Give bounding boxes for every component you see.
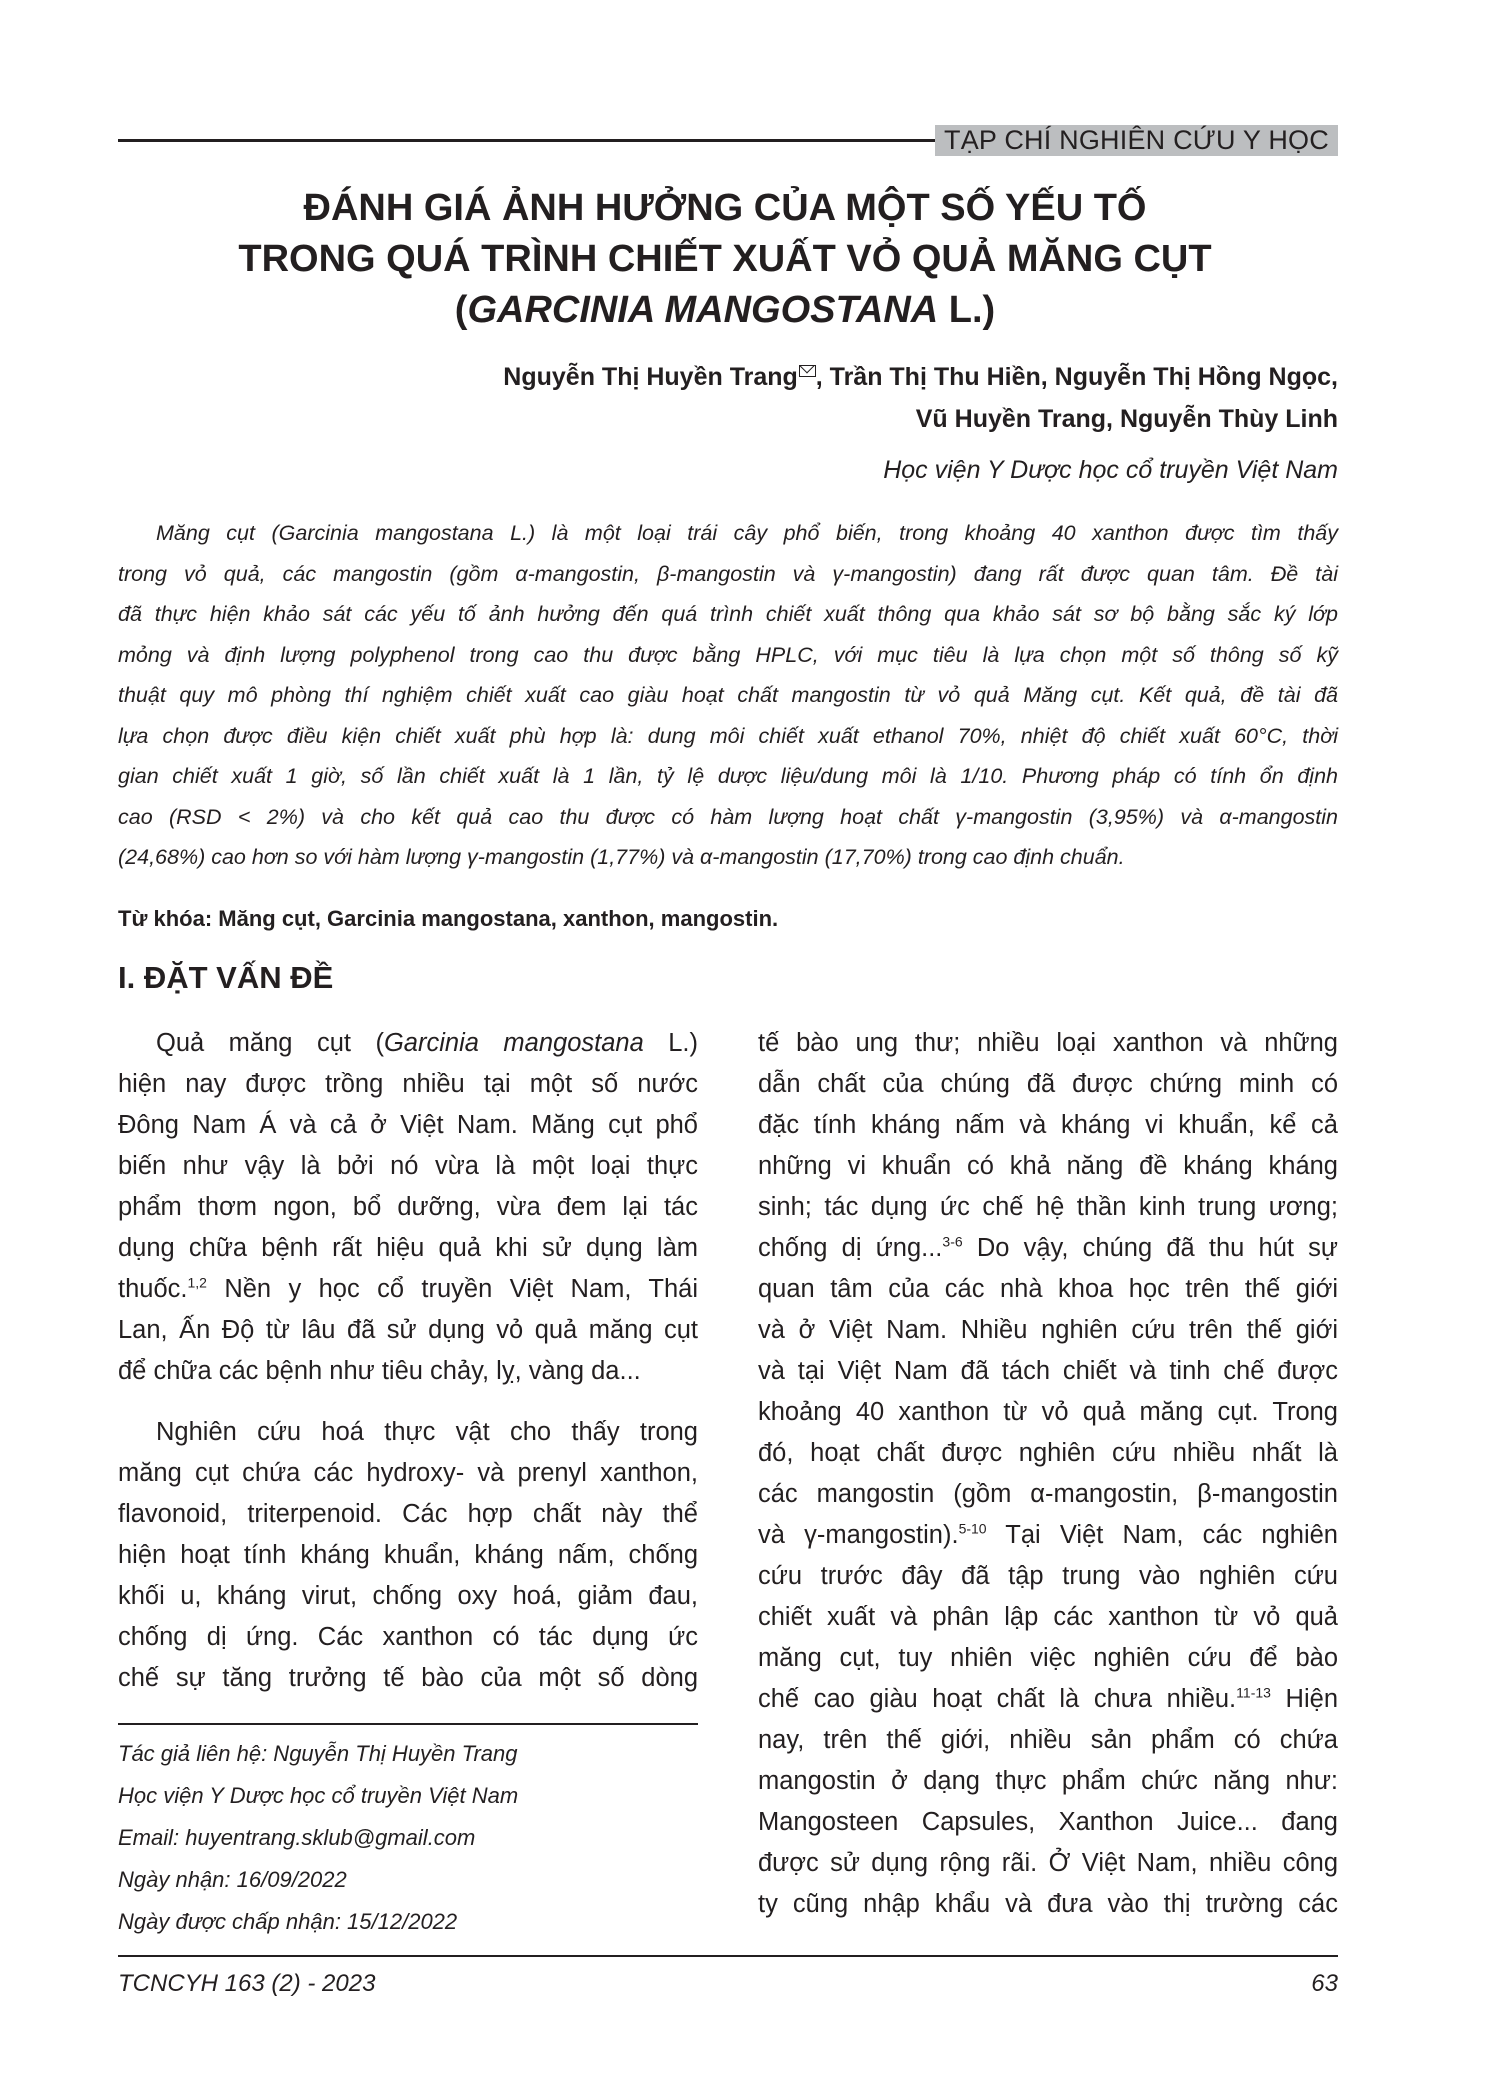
body-line: dẫn chất của chúng đã được chứng minh có (758, 1070, 1338, 1098)
body-line: phẩm thơm ngon, bổ dưỡng, vừa đem lại tác (118, 1193, 698, 1221)
citation: 3-6 (942, 1233, 963, 1250)
footnote (118, 1733, 518, 1943)
body-line: tế bào ung thư; nhiều loại xanthon và những (758, 1029, 1338, 1057)
body-line (758, 1679, 1338, 1720)
body-line: và tại Việt Nam đã tách chiết và tinh chế được (758, 1357, 1338, 1385)
body-line: các mangostin (gồm α-mangostin, β-mangostin (758, 1480, 1338, 1508)
title-paren-close: L.) (938, 289, 996, 331)
section-heading: I. ĐẶT VẤN ĐỀ (118, 960, 334, 995)
body-line: hiện nay được trồng nhiều tại một số nước (118, 1070, 698, 1098)
body-line: ty cũng nhập khẩu và đưa vào thị trường các (758, 1890, 1338, 1918)
footnote-line: Ngày nhận: 16/09/2022 (118, 1867, 347, 1892)
title-line-2: TRONG QUÁ TRÌNH CHIẾT XUẤT VỎ QUẢ MĂNG CỤT (238, 238, 1212, 280)
header-rule (118, 139, 935, 142)
footnote-email[interactable]: Email: huyentrang.sklub@gmail.com (118, 1825, 476, 1850)
body-line: và ở Việt Nam. Nhiều nghiên cứu trên thế giới (758, 1316, 1338, 1344)
body-line: đặc tính kháng nấm và kháng vi khuẩn, kể cả (758, 1111, 1338, 1139)
footer-rule (118, 1955, 1338, 1957)
body-line: dụng chữa bệnh rất hiệu quả khi sử dụng làm (118, 1234, 698, 1262)
text-run: thuốc. (118, 1275, 188, 1303)
text-run: L.) (643, 1029, 699, 1057)
citation: 11-13 (1236, 1684, 1271, 1701)
footnote-line: Ngày được chấp nhận: 15/12/2022 (118, 1909, 458, 1934)
title-species: GARCINIA MANGOSTANA (467, 289, 939, 331)
text-run: Hiện (1270, 1685, 1339, 1713)
corresponding-author: Nguyễn Thị Huyền Trang (503, 363, 798, 391)
abstract-line: gian chiết xuất 1 giờ, số lần chiết xuất là 1 lần, tỷ lệ dược liệu/dung môi là 1/10. Phương pháp có tính ổn định (118, 764, 1338, 788)
page-number: 63 (1311, 1970, 1338, 1997)
body-line: cứu trước đây đã tập trung vào nghiên cứu (758, 1562, 1338, 1590)
authors-line-1 (503, 356, 1338, 398)
species-name: Garcinia mangostana (383, 1029, 644, 1057)
abstract-line: đã thực hiện khảo sát các yếu tố ảnh hưởng đến quá trình chiết xuất thông qua khảo sát sơ bộ bằng sắc ký lớp (118, 602, 1338, 626)
body-line: những vi khuẩn có khả năng đề kháng kháng (758, 1152, 1338, 1180)
abstract-line: Măng cụt (Garcinia mangostana L.) là một loại trái cây phổ biến, trong khoảng 40 xanthon được tìm thấy (156, 521, 1338, 545)
body-line (118, 1269, 698, 1310)
body-line: măng cụt, tuy nhiên việc nghiên cứu để bào (758, 1644, 1338, 1672)
abstract-line: lựa chọn được điều kiện chiết xuất phù hợp là: dung môi chiết xuất ethanol 70%, nhiệt độ chiết xuất 60°C, thời (118, 723, 1338, 748)
left-column (118, 1023, 698, 1699)
abstract-line: (24,68%) cao hơn so với hàm lượng γ-mangostin (1,77%) và α-mangostin (17,70%) trong cao định chuẩn. (118, 845, 1125, 869)
text-run: Nền y học cổ truyền Việt Nam, Thái (206, 1275, 698, 1303)
title-line-1: ĐÁNH GIÁ ẢNH HƯỞNG CỦA MỘT SỐ YẾU TỐ (303, 187, 1147, 229)
body-line: được sử dụng rộng rãi. Ở Việt Nam, nhiều công (758, 1849, 1338, 1877)
body-line: đó, hoạt chất được nghiên cứu nhiều nhất là (758, 1439, 1338, 1467)
footnote-rule (118, 1723, 698, 1725)
body-line: flavonoid, triterpenoid. Các hợp chất này thể (118, 1500, 698, 1528)
abstract-line: cao (RSD < 2%) và cho kết quả cao thu được có hàm lượng hoạt chất γ-mangostin (3,95%) và α-mangostin (118, 804, 1338, 829)
body-line: chống dị ứng. Các xanthon có tác dụng ức (118, 1623, 698, 1651)
title-line-3 (160, 285, 1290, 336)
abstract (118, 513, 1338, 878)
keywords: Từ khóa: Măng cụt, Garcinia mangostana, xanthon, mangostin. (118, 906, 779, 931)
body-line: sinh; tác dụng ức chế hệ thần kinh trung ương; (758, 1193, 1338, 1221)
text-run: chế cao giàu hoạt chất là chưa nhiều. (758, 1685, 1237, 1713)
right-column (758, 1023, 1338, 1925)
authors-line-2: Vũ Huyền Trang, Nguyễn Thùy Linh (915, 405, 1338, 433)
body-line (118, 1023, 698, 1064)
body-line: khối u, kháng virut, chống oxy hoá, giảm đau, (118, 1582, 698, 1610)
article-title (160, 183, 1290, 336)
body-line (758, 1515, 1338, 1556)
body-line: chiết xuất và phân lập các xanthon từ vỏ quả (758, 1603, 1338, 1631)
body-line: Đông Nam Á và cả ở Việt Nam. Măng cụt phổ (118, 1111, 698, 1139)
footnote-line: Học viện Y Dược học cổ truyền Việt Nam (118, 1783, 519, 1808)
text-run: Do vậy, chúng đã thu hút sự (962, 1234, 1339, 1262)
text-run: chống dị ứng... (758, 1234, 943, 1262)
body-line: khoảng 40 xanthon từ vỏ quả măng cụt. Trong (758, 1398, 1338, 1426)
body-line: măng cụt chứa các hydroxy- và prenyl xanthon, (118, 1459, 698, 1487)
journal-name: TẠP CHÍ NGHIÊN CỨU Y HỌC (935, 125, 1338, 156)
abstract-line: trong vỏ quả, các mangostin (gồm α-mangostin, β-mangostin và γ-mangostin) đang rất được quan tâm. Đề tài (118, 561, 1338, 586)
journal-issue: TCNCYH 163 (2) - 2023 (118, 1970, 376, 1997)
text-run: và γ-mangostin). (758, 1521, 959, 1549)
body-line: để chữa các bệnh như tiêu chảy, lỵ, vàng da... (118, 1357, 641, 1385)
abstract-line: thuật quy mô phòng thí nghiệm chiết xuất cao giàu hoạt chất mangostin từ vỏ quả Măng cụt. Kết quả, đề tài đã (118, 683, 1338, 707)
body-line (758, 1228, 1338, 1269)
body-line: nay, trên thế giới, nhiều sản phẩm có chứa (758, 1726, 1338, 1754)
affiliation: Học viện Y Dược học cổ truyền Việt Nam (883, 456, 1338, 484)
footnote-line: Tác giả liên hệ: Nguyễn Thị Huyền Trang (118, 1741, 518, 1766)
body-line: hiện hoạt tính kháng khuẩn, kháng nấm, chống (118, 1541, 698, 1569)
author-list (503, 356, 1338, 440)
body-line: Nghiên cứu hoá thực vật cho thấy trong (156, 1418, 698, 1446)
body-line: biến như vậy là bởi nó vừa là một loại thực (118, 1152, 698, 1180)
body-line: Mangosteen Capsules, Xanthon Juice... đang (758, 1808, 1338, 1836)
body-line: Lan, Ấn Độ từ lâu đã sử dụng vỏ quả măng cụt (118, 1316, 698, 1344)
text-run: Quả măng cụt ( (156, 1029, 384, 1057)
text-run: Tại Việt Nam, các nghiên (986, 1521, 1338, 1549)
body-line: mangostin ở dạng thực phẩm chức năng như: (758, 1767, 1338, 1795)
citation: 5-10 (958, 1520, 987, 1537)
body-line: quan tâm của các nhà khoa học trên thế giới (758, 1275, 1338, 1303)
envelope-icon (799, 365, 816, 377)
co-authors: , Trần Thị Thu Hiền, Nguyễn Thị Hồng Ngọc, (815, 363, 1338, 391)
abstract-line: mỏng và định lượng polyphenol trong cao thu được bằng HPLC, với mục tiêu là lựa chọn một số thông số kỹ (118, 642, 1338, 667)
title-paren-open: ( (454, 289, 468, 331)
body-line: chế sự tăng trưởng tế bào của một số dòng (118, 1664, 698, 1692)
citation: 1,2 (187, 1274, 207, 1291)
